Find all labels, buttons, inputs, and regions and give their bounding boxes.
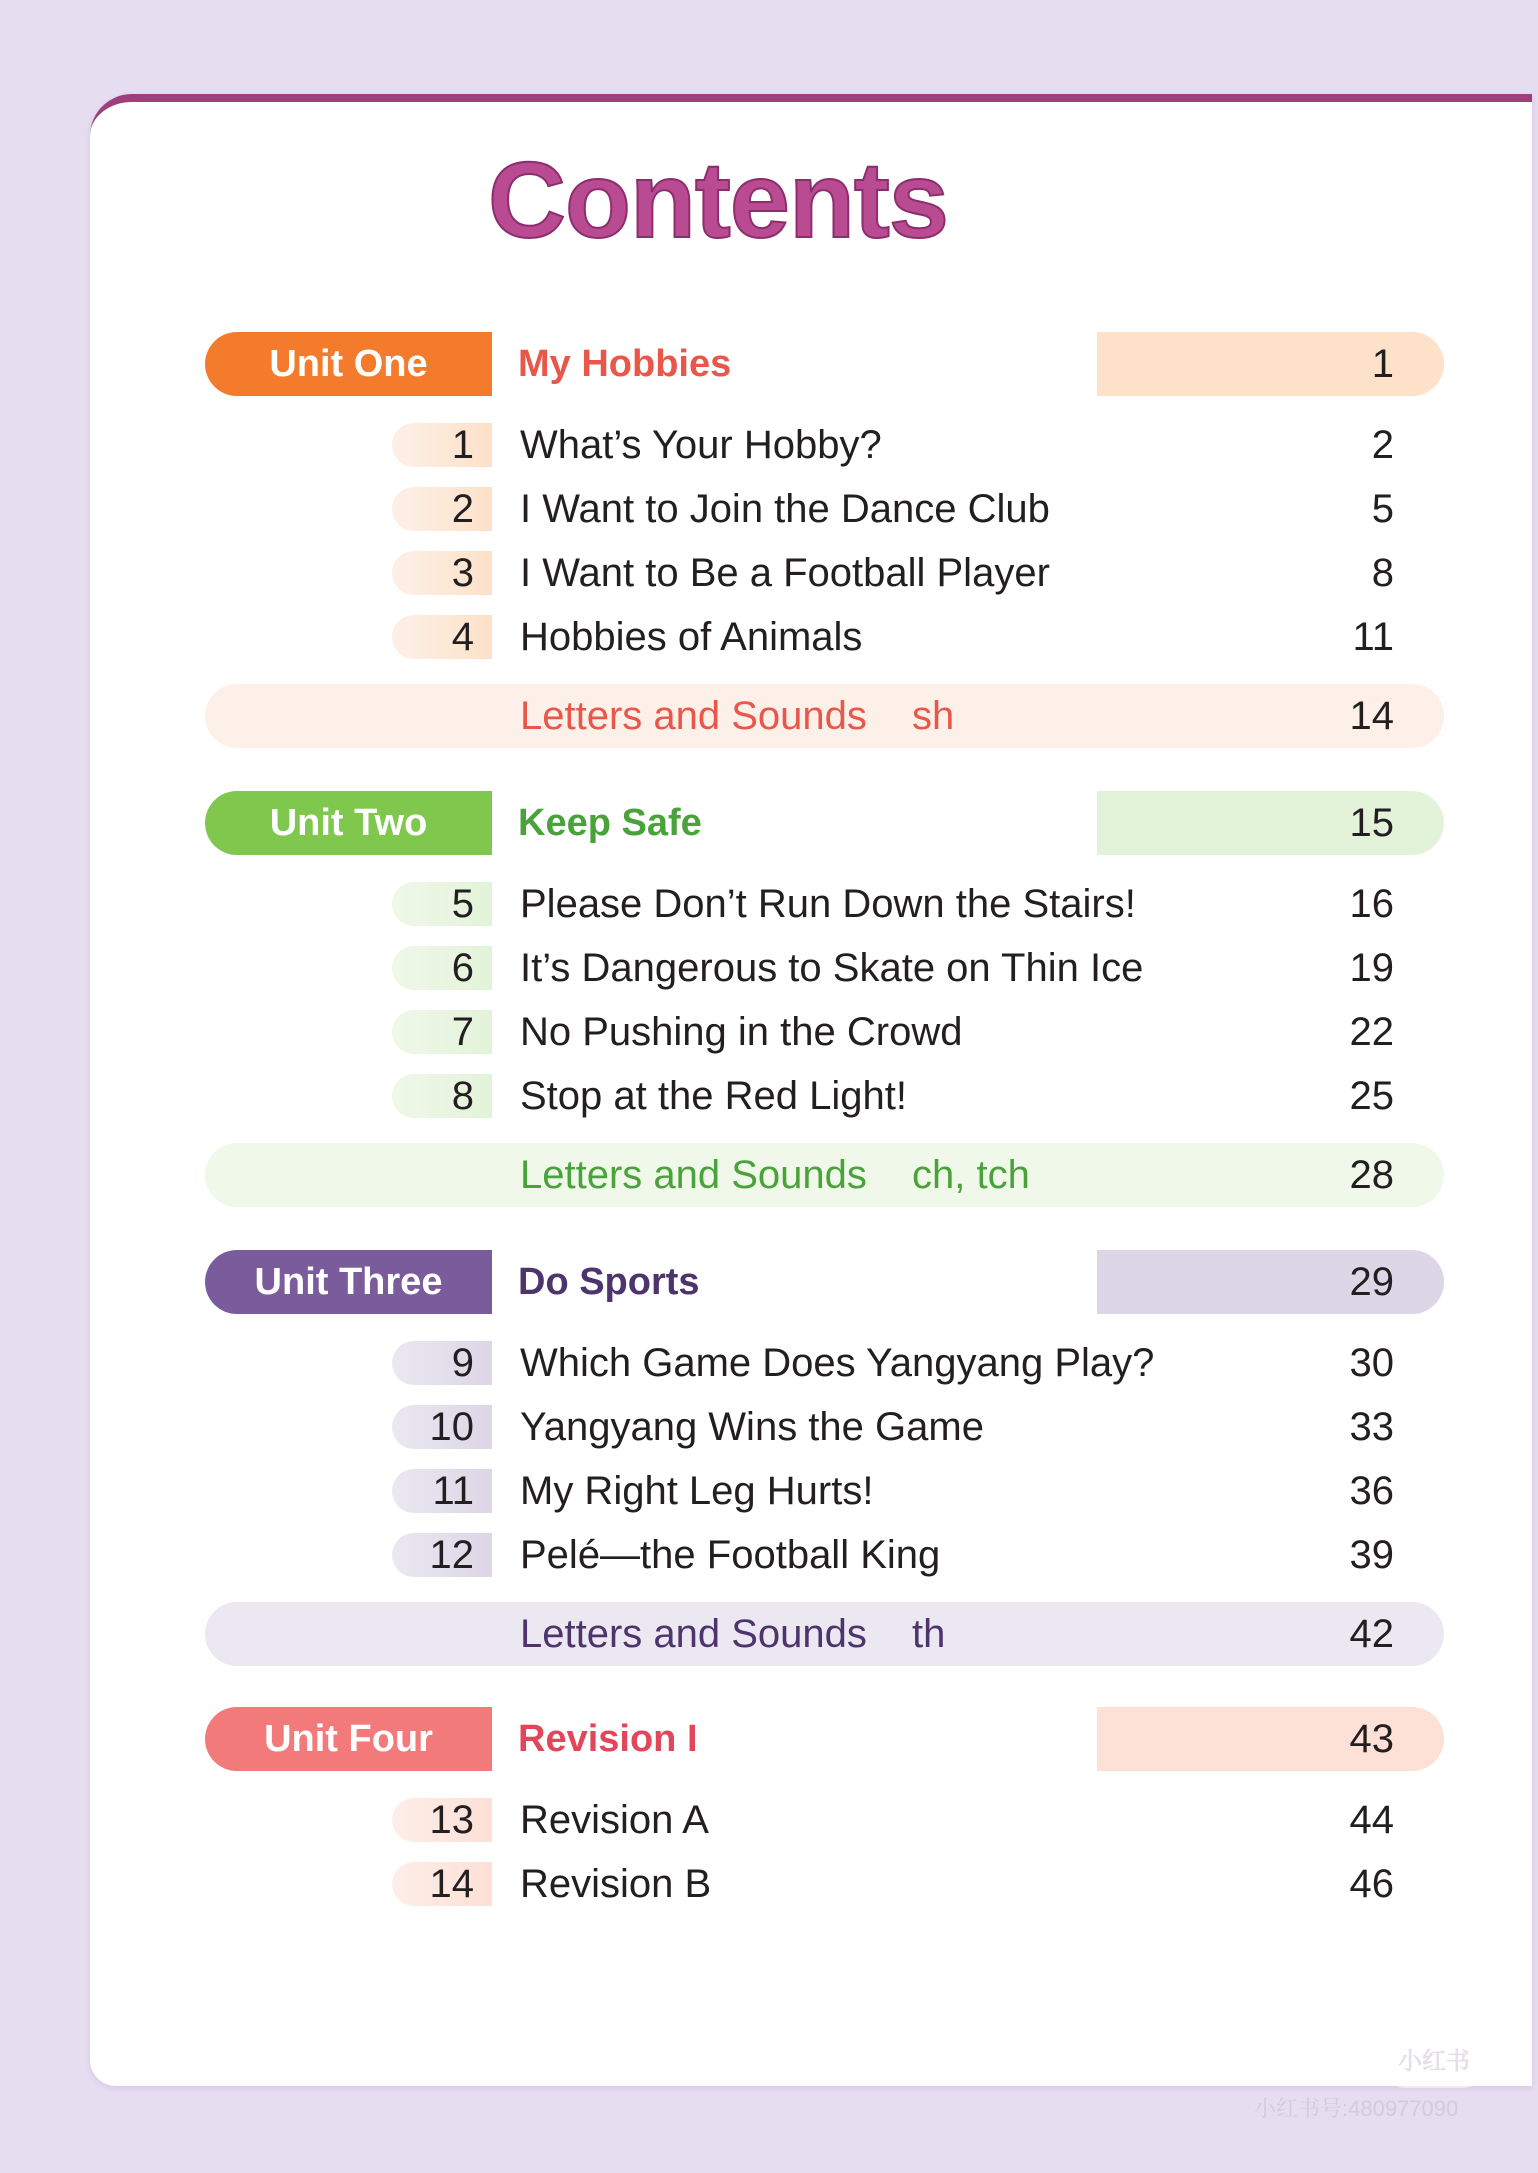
unit-label: Unit One: [205, 332, 492, 396]
lesson-title: I Want to Join the Dance Club: [520, 487, 1050, 531]
lesson-number: 6: [451, 946, 474, 990]
unit-header: [0, 791, 1538, 855]
lesson-list: [0, 413, 1538, 669]
letters-sounds: th: [912, 1612, 946, 1656]
lesson-number: 13: [429, 1798, 474, 1842]
unit-header: [0, 1250, 1538, 1314]
lesson-row: [0, 1459, 1538, 1523]
lesson-row: [0, 936, 1538, 1000]
lesson-row: [0, 1523, 1538, 1587]
lesson-title: Please Don’t Run Down the Stairs!: [520, 882, 1136, 926]
lesson-title: Revision B: [520, 1862, 712, 1906]
lesson-row: [0, 541, 1538, 605]
lesson-row: [0, 413, 1538, 477]
lesson-number: 2: [451, 487, 474, 531]
letters-page-number: 14: [1349, 694, 1394, 738]
lesson-row: [0, 1331, 1538, 1395]
unit-label: Unit Three: [205, 1250, 492, 1314]
lesson-number: 12: [429, 1533, 474, 1577]
lesson-number-pill: [392, 946, 492, 990]
lesson-page-number: 46: [1349, 1862, 1394, 1906]
lesson-number-pill: [392, 487, 492, 531]
lesson-number-pill: [392, 1010, 492, 1054]
lesson-page-number: 33: [1349, 1405, 1394, 1449]
lesson-page-number: 36: [1349, 1469, 1394, 1513]
lesson-number: 7: [451, 1010, 474, 1054]
letters-and-sounds-row: [0, 1602, 1538, 1666]
lesson-title: Revision A: [520, 1798, 709, 1842]
lesson-row: [0, 1064, 1538, 1128]
lesson-number-pill: [392, 882, 492, 926]
lesson-number: 5: [451, 882, 474, 926]
unit-four-section: [0, 1707, 1538, 1916]
lesson-title: Pelé—the Football King: [520, 1533, 941, 1577]
lesson-number: 4: [451, 615, 474, 659]
lesson-number: 11: [432, 1469, 474, 1513]
lesson-page-number: 22: [1349, 1010, 1394, 1054]
lesson-row: [0, 1395, 1538, 1459]
unit-page-number: 29: [1349, 1260, 1394, 1304]
lesson-number-pill: [392, 1341, 492, 1385]
lesson-row: [0, 605, 1538, 669]
lesson-number-pill: [392, 1074, 492, 1118]
unit-header: [0, 1707, 1538, 1771]
lesson-page-number: 16: [1349, 882, 1394, 926]
lesson-page-number: 2: [1371, 423, 1394, 467]
lesson-page-number: 30: [1349, 1341, 1394, 1385]
lesson-title: Which Game Does Yangyang Play?: [520, 1341, 1155, 1385]
page-title: Contents: [488, 139, 948, 260]
lesson-row: [0, 477, 1538, 541]
lesson-row: [0, 1788, 1538, 1852]
lesson-list: [0, 1788, 1538, 1916]
lesson-title: Hobbies of Animals: [520, 615, 863, 659]
unit-one-section: [0, 332, 1538, 748]
unit-three-section: [0, 1250, 1538, 1666]
lesson-page-number: 39: [1349, 1533, 1394, 1577]
unit-label: Unit Two: [205, 791, 492, 855]
letters-label: Letters and Sounds: [520, 1153, 867, 1197]
lesson-row: [0, 872, 1538, 936]
letters-and-sounds-row: [0, 1143, 1538, 1207]
lesson-page-number: 25: [1349, 1074, 1394, 1118]
watermark-logo: 小红书: [1386, 2036, 1482, 2088]
unit-page-number: 1: [1371, 342, 1394, 386]
unit-title: Keep Safe: [518, 802, 702, 844]
watermark-id: 小红书号:480977090: [1254, 2096, 1459, 2121]
lesson-page-number: 44: [1349, 1798, 1394, 1842]
letters-label: Letters and Sounds: [520, 694, 867, 738]
letters-label: Letters and Sounds: [520, 1612, 867, 1656]
letters-and-sounds-row: [0, 684, 1538, 748]
lesson-title: It’s Dangerous to Skate on Thin Ice: [520, 946, 1144, 990]
unit-label: Unit Four: [205, 1707, 492, 1771]
letters-sounds: ch, tch: [912, 1153, 1030, 1197]
lesson-number: 3: [451, 551, 474, 595]
unit-title: Do Sports: [518, 1261, 700, 1303]
lesson-number-pill: [392, 615, 492, 659]
letters-sounds: sh: [912, 694, 955, 738]
lesson-row: [0, 1852, 1538, 1916]
unit-title: Revision I: [518, 1718, 698, 1760]
lesson-number: 1: [451, 423, 474, 467]
letters-page-number: 28: [1349, 1153, 1394, 1197]
unit-two-section: [0, 791, 1538, 1207]
unit-page-number: 15: [1349, 801, 1394, 845]
lesson-number: 9: [451, 1341, 474, 1385]
lesson-title: I Want to Be a Football Player: [520, 551, 1050, 595]
lesson-list: [0, 1331, 1538, 1587]
lesson-list: [0, 872, 1538, 1128]
unit-page-number: 43: [1349, 1717, 1394, 1761]
lesson-title: No Pushing in the Crowd: [520, 1010, 963, 1054]
unit-title: My Hobbies: [518, 343, 732, 385]
lesson-title: Stop at the Red Light!: [520, 1074, 907, 1118]
lesson-number: 10: [429, 1405, 474, 1449]
letters-page-number: 42: [1349, 1612, 1394, 1656]
lesson-page-number: 8: [1371, 551, 1394, 595]
lesson-title: My Right Leg Hurts!: [520, 1469, 874, 1513]
unit-header: [0, 332, 1538, 396]
lesson-title: What’s Your Hobby?: [520, 423, 882, 467]
lesson-title: Yangyang Wins the Game: [520, 1405, 984, 1449]
lesson-number-pill: [392, 551, 492, 595]
lesson-number-pill: [392, 423, 492, 467]
lesson-number: 8: [451, 1074, 474, 1118]
lesson-row: [0, 1000, 1538, 1064]
lesson-page-number: 11: [1352, 615, 1394, 659]
lesson-number: 14: [429, 1862, 474, 1906]
lesson-page-number: 5: [1371, 487, 1394, 531]
lesson-page-number: 19: [1349, 946, 1394, 990]
